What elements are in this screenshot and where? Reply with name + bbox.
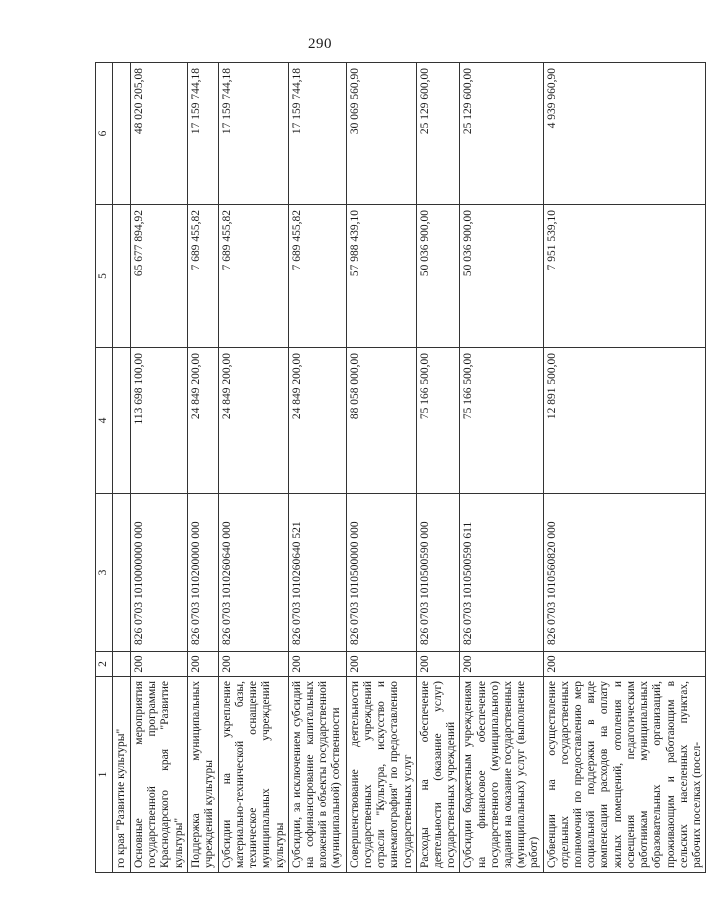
value-col6-cell: 17 159 744,18	[187, 63, 218, 205]
table-row	[346, 63, 416, 873]
kbk-cell: 826 0703 1010000000 000	[131, 494, 188, 652]
code-cell: 200	[187, 652, 218, 677]
kbk-cell: 826 0703 1010560820 000	[543, 494, 705, 652]
value-col6-cell: 4 939 960,90	[543, 63, 705, 205]
value-col5-cell: 65 677 894,92	[131, 205, 188, 348]
desc-cell: Субсидии бюджетным учреждениям на финансовое обеспечение государственного (муниципального) задания на оказание государственных (муниципальных) услуг (выполнение работ)	[460, 677, 543, 873]
value-col4-cell	[113, 348, 131, 494]
value-col5-cell: 50 036 900,00	[416, 205, 460, 348]
table-row	[416, 63, 460, 873]
value-col5-cell	[113, 205, 131, 348]
table-row	[218, 63, 288, 873]
table-row	[187, 63, 218, 873]
code-cell: 200	[218, 652, 288, 677]
value-col4-cell: 24 849 200,00	[218, 348, 288, 494]
value-col6-cell: 48 020 205,08	[131, 63, 188, 205]
value-col6-cell: 25 129 600,00	[416, 63, 460, 205]
desc-cell: го края "Развитие культуры"	[113, 677, 131, 873]
kbk-cell: 826 0703 1010500590 611	[460, 494, 543, 652]
desc-cell: Расходы на обеспечение деятельности (оказание услуг) государственных учреждений	[416, 677, 460, 873]
desc-cell: Поддержка муниципальных учреждений культуры	[187, 677, 218, 873]
table-row	[543, 63, 705, 873]
value-col6-cell	[113, 63, 131, 205]
value-col4-cell: 88 058 000,00	[346, 348, 416, 494]
code-cell	[113, 652, 131, 677]
kbk-cell: 826 0703 1010500000 000	[346, 494, 416, 652]
page-number: 290	[308, 36, 332, 52]
budget-table	[95, 62, 706, 873]
kbk-cell: 826 0703 1010500590 000	[416, 494, 460, 652]
code-cell: 200	[346, 652, 416, 677]
value-col4-cell: 12 891 500,00	[543, 348, 705, 494]
value-col4-cell: 75 166 500,00	[460, 348, 543, 494]
code-cell: 200	[416, 652, 460, 677]
value-col5-cell: 7 689 455,82	[218, 205, 288, 348]
value-col4-cell: 24 849 200,00	[187, 348, 218, 494]
desc-cell: Субвенции на осуществление отдельных государственных полномочий по предоставлению мер социальной поддержки в виде компенсации расходов на оплату жилых помещений, отопления и освещения педагогическим работникам муниципальных образовательных организаций, проживающим и работающим в сельских населенных пунктах, рабочих поселках (посел-	[543, 677, 705, 873]
value-col4-cell: 75 166 500,00	[416, 348, 460, 494]
value-col5-cell: 7 689 455,82	[288, 205, 346, 348]
value-col6-cell: 30 069 560,90	[346, 63, 416, 205]
kbk-cell	[113, 494, 131, 652]
value-col5-cell: 7 951 539,10	[543, 205, 705, 348]
value-col6-cell: 17 159 744,18	[288, 63, 346, 205]
desc-cell: Субсидии, за исключением субсидий на софинансирование капитальных вложений в объекты государственной (муниципальной) собственности	[288, 677, 346, 873]
value-col6-cell: 25 129 600,00	[460, 63, 543, 205]
header-cell: 2	[96, 652, 113, 677]
header-cell: 1	[96, 677, 113, 873]
code-cell: 200	[288, 652, 346, 677]
value-col4-cell: 24 849 200,00	[288, 348, 346, 494]
code-cell: 200	[460, 652, 543, 677]
value-col5-cell: 7 689 455,82	[187, 205, 218, 348]
desc-cell: Субсидии на укрепление материально-технической базы, техническое оснащение муниципальных учреждений культуры	[218, 677, 288, 873]
value-col6-cell: 17 159 744,18	[218, 63, 288, 205]
value-col5-cell: 57 988 439,10	[346, 205, 416, 348]
table-row	[460, 63, 543, 873]
code-cell: 200	[131, 652, 188, 677]
header-cell: 6	[96, 63, 113, 205]
value-col4-cell: 113 698 100,00	[131, 348, 188, 494]
rotated-table-container	[95, 63, 703, 873]
header-cell: 5	[96, 205, 113, 348]
header-cell: 3	[96, 494, 113, 652]
desc-cell: Совершенствование деятельности государственных учреждений отрасли "Культура, искусство и кинематография" по предоставлению государственных услуг	[346, 677, 416, 873]
header-cell: 4	[96, 348, 113, 494]
kbk-cell: 826 0703 1010260640 000	[218, 494, 288, 652]
kbk-cell: 826 0703 1010260640 521	[288, 494, 346, 652]
kbk-cell: 826 0703 1010200000 000	[187, 494, 218, 652]
table-row	[113, 63, 131, 873]
code-cell: 200	[543, 652, 705, 677]
table-row	[288, 63, 346, 873]
header-row	[96, 63, 113, 873]
value-col5-cell: 50 036 900,00	[460, 205, 543, 348]
desc-cell: Основные мероприятия государственной программы Краснодарского края "Развитие культуры"	[131, 677, 188, 873]
table-row	[131, 63, 188, 873]
